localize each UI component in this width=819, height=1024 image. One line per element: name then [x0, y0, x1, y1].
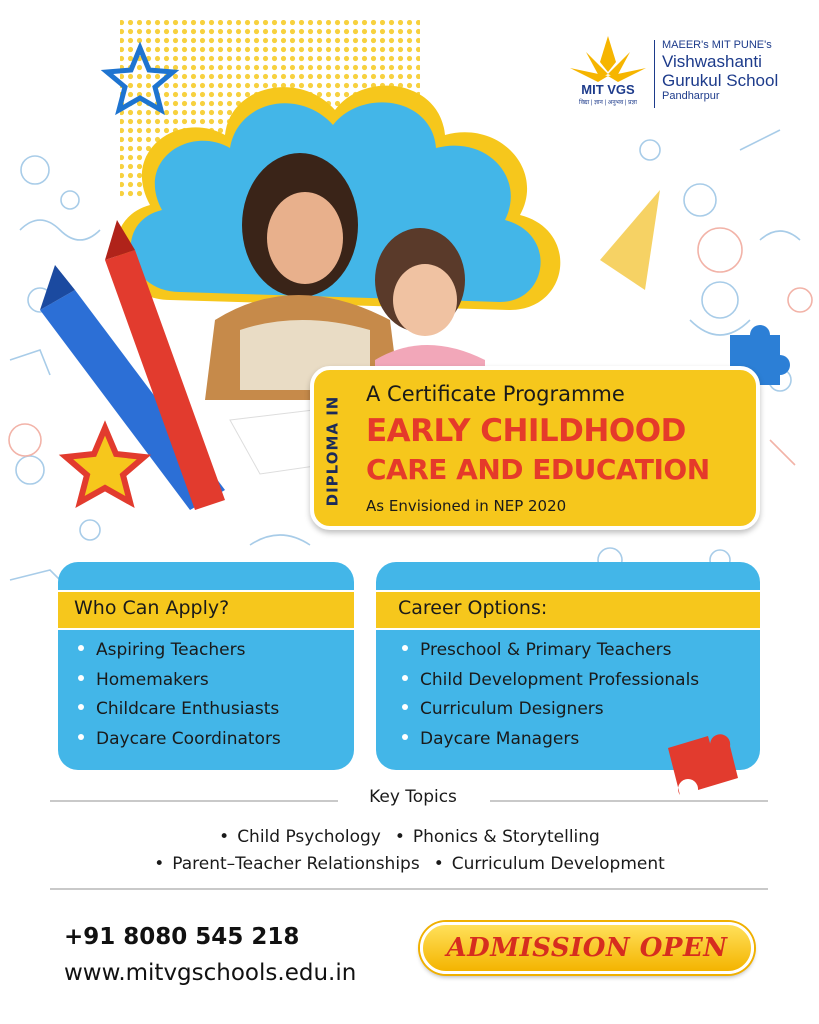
logo-tagline: विद्या | ज्ञान | अनुभव | प्रज्ञा [579, 100, 637, 106]
who-can-apply-box [58, 562, 354, 770]
program-title-line1: EARLY CHILDHOOD [366, 413, 686, 449]
list-item: Preschool & Primary Teachers [402, 636, 699, 666]
logo-name-line2: Gurukul School [662, 71, 779, 90]
logo-sub: MAEER's MIT PUNE's [662, 39, 772, 51]
program-title-line2: CARE AND EDUCATION [366, 453, 710, 486]
pre-title: A Certificate Programme [366, 382, 625, 406]
program-title-card [310, 366, 760, 530]
star-red [66, 428, 144, 502]
website-link[interactable]: www.mitvgschools.edu.in [64, 960, 357, 986]
logo-location: Pandharpur [662, 90, 720, 102]
school-logo[interactable] [566, 34, 806, 114]
diploma-label: DIPLOMA IN [323, 395, 342, 507]
list-item: Curriculum Designers [402, 695, 699, 725]
key-topics-row-2: • Parent–Teacher Relationships • Curriculum Development [154, 854, 665, 874]
list-item: Homemakers [78, 666, 281, 696]
list-item: Daycare Managers [402, 725, 699, 755]
key-topics-row-1: • Child Psychology • Phonics & Storytelling [219, 827, 600, 847]
list-item: Childcare Enthusiasts [78, 695, 281, 725]
list-item: Child Development Professionals [402, 666, 699, 696]
logo-name-line1: Vishwashanti [662, 52, 762, 71]
divider [490, 800, 768, 802]
topic-item: Phonics & Storytelling [412, 827, 600, 847]
career-options-heading: Career Options: [398, 597, 548, 619]
puzzle-piece-icon [662, 728, 742, 804]
logo-abbr: MIT VGS [581, 82, 635, 97]
list-item: Daycare Coordinators [78, 725, 281, 755]
paper-plane [600, 190, 660, 290]
who-can-apply-heading: Who Can Apply? [74, 597, 230, 619]
post-title: As Envisioned in NEP 2020 [366, 497, 567, 515]
divider [50, 888, 768, 890]
admission-open-button[interactable] [420, 922, 754, 974]
topic-item: Parent–Teacher Relationships [172, 854, 420, 874]
logo-divider [654, 40, 655, 108]
phone-number[interactable]: +91 8080 545 218 [64, 924, 300, 950]
key-topics-heading: Key Topics [369, 787, 457, 807]
admission-open-label: ADMISSION OPEN [446, 933, 728, 963]
list-item: Aspiring Teachers [78, 636, 281, 666]
topic-item: Child Psychology [237, 827, 381, 847]
topic-item: Curriculum Development [451, 854, 665, 874]
divider [50, 800, 338, 802]
